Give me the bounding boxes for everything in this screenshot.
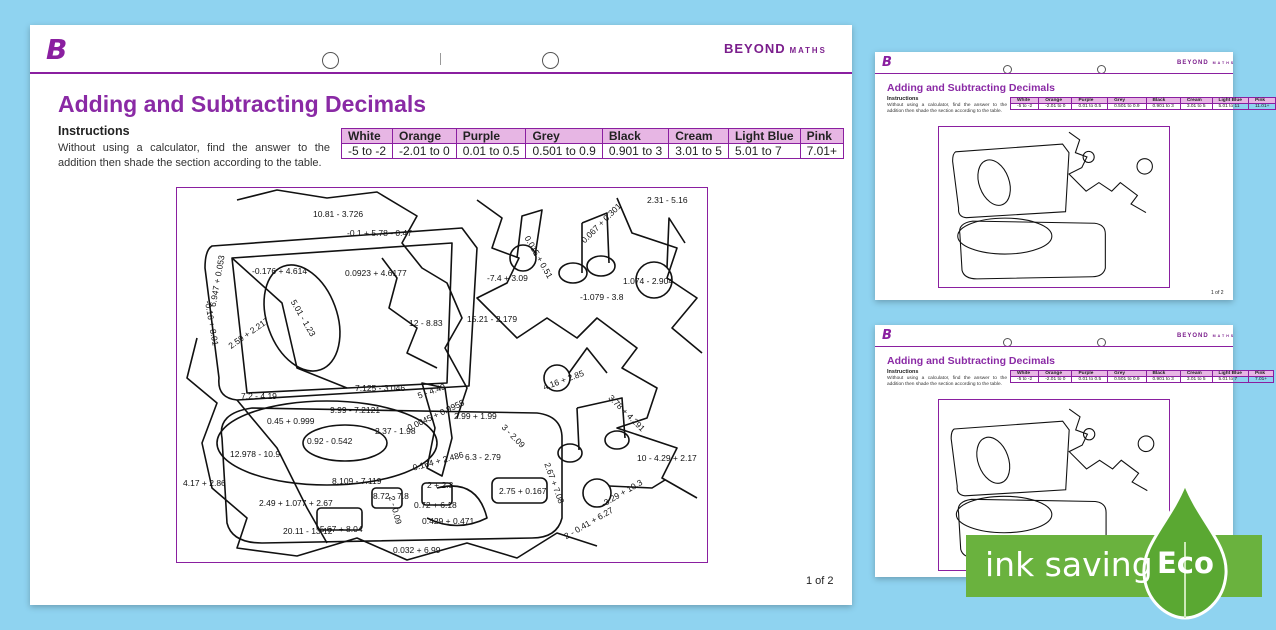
- colour-by-number-picture: [938, 126, 1170, 288]
- color-key-range: 11.01+: [1248, 104, 1275, 110]
- color-key-name: Orange: [393, 129, 457, 144]
- puzzle-label: 0.429 + 0.471: [422, 516, 475, 526]
- color-key-name: Cream: [669, 129, 729, 144]
- brand-name: [1177, 333, 1235, 339]
- page-number: 1 of 2: [1211, 290, 1224, 296]
- turntable-platter: [958, 218, 1052, 254]
- color-key-range-row: [1011, 104, 1276, 110]
- puzzle-label: 7.125 - 3.046: [355, 383, 406, 393]
- music-note-head: [1138, 436, 1154, 452]
- color-key-name: Purple: [456, 129, 526, 144]
- color-key-name: Black: [602, 129, 668, 144]
- vinyl-record-in-lid: [971, 433, 1016, 488]
- color-key-name: Light Blue: [1212, 371, 1248, 377]
- color-key-table: [1010, 370, 1274, 383]
- color-key-name: White: [1011, 98, 1039, 104]
- color-key-range: 0.901 to 3: [1146, 377, 1180, 383]
- brand-sub-word: MATHS: [789, 46, 827, 55]
- color-key-range: 0.501 to 0.9: [526, 144, 602, 159]
- instructions-text: Without using a calculator, find the answer to the addition then shade the section according to the table.: [887, 376, 1007, 388]
- worksheet-thumbnail-1[interactable]: [875, 52, 1270, 300]
- puzzle-label: 10 - 4.29 + 2.17: [637, 453, 697, 463]
- eco-badge-label: Eco: [1157, 546, 1214, 580]
- brand-word: BEYOND: [724, 41, 786, 56]
- punch-hole-right: [542, 52, 559, 69]
- puzzle-label: 2 - 0.41 + 6.27: [562, 504, 615, 542]
- puzzle-label: 0.067 + 0.301: [579, 200, 624, 246]
- header-rule: [875, 346, 1233, 347]
- brand-sub-word: MATHS: [1212, 334, 1236, 338]
- color-key-range: 3.01 to 5: [1180, 377, 1212, 383]
- puzzle-label: 2.75 + 0.167: [499, 486, 547, 496]
- color-key-name: Pink: [1248, 371, 1273, 377]
- music-note-head: [1137, 159, 1152, 174]
- puzzle-label: 0.015 + 0.51: [522, 233, 555, 281]
- instructions-heading: Instructions: [58, 124, 130, 138]
- puzzle-label: 0.0923 + 4.6177: [345, 268, 407, 278]
- puzzle-label: -1.079 - 3.8: [580, 292, 624, 302]
- puzzle-label: 0.72 + 6.18: [414, 500, 457, 510]
- brand-name: [724, 41, 827, 56]
- color-key-name: Light Blue: [728, 129, 800, 144]
- puzzle-label: 0.0045 + 0.9955: [405, 397, 466, 433]
- puzzle-label: 2.49 + 1.077 + 2.67: [259, 498, 333, 508]
- zigzag-shape: [1069, 409, 1147, 491]
- lid-diagonal: [232, 258, 347, 388]
- case-base: [960, 221, 1106, 279]
- instructions-heading: Instructions: [887, 369, 919, 375]
- color-key-range: 5.01 to 11: [1212, 104, 1248, 110]
- puzzle-label: 3.78 + 4.291: [606, 392, 648, 434]
- brand-name: [1177, 60, 1235, 66]
- puzzle-label: 20.11 - 13.12: [283, 526, 333, 536]
- puzzle-label: 0.45 + 0.999: [267, 416, 315, 426]
- color-key-range: 5.01 to 7: [728, 144, 800, 159]
- puzzle-label: 6.3 - 2.79: [465, 452, 501, 462]
- ink-saving-label: ink saving: [985, 545, 1153, 584]
- color-key-name: Orange: [1039, 371, 1072, 377]
- color-key-range-row: [342, 144, 844, 159]
- music-note-5-head-right: [605, 431, 629, 449]
- puzzle-label: -5.67 + 8.04: [317, 524, 363, 534]
- color-key-range: -5 to -2: [1011, 104, 1039, 110]
- beyond-logo-icon: B: [882, 328, 892, 343]
- color-key-range: 0.501 to 0.9: [1108, 377, 1146, 383]
- color-key-header-row: [342, 129, 844, 144]
- vinyl-record-in-lid: [972, 155, 1016, 209]
- color-key-range-row: [1011, 377, 1274, 383]
- puzzle-label: 8.109 - 7.119: [332, 476, 382, 486]
- beyond-logo-icon: B: [46, 33, 68, 66]
- color-key-table: [341, 128, 844, 159]
- color-key-name: Orange: [1039, 98, 1072, 104]
- color-key-name: Pink: [800, 129, 843, 144]
- color-key-range: -2.01 to 0: [1039, 104, 1072, 110]
- puzzle-label: 2.67 + 7.08: [542, 461, 567, 505]
- puzzle-label: 4.17 + 2.86: [183, 478, 226, 488]
- color-key-range: 5.01 to 7: [1212, 377, 1248, 383]
- color-key-range: -2.01 to 0: [1039, 377, 1072, 383]
- color-key-range: 3.01 to 5: [1180, 104, 1212, 110]
- color-key-range: -2.01 to 0: [393, 144, 457, 159]
- puzzle-label: 2 - 0.09: [386, 494, 404, 526]
- puzzle-label: 2.37 - 1.98: [375, 426, 416, 436]
- color-key-range: 7.01+: [800, 144, 843, 159]
- color-key-range: 0.01 to 0.5: [456, 144, 526, 159]
- color-key-name: Light Blue: [1212, 98, 1248, 104]
- puzzle-label: 4.16 + 2.85: [541, 367, 586, 393]
- puzzle-label: 0.164 + 2.486: [411, 449, 465, 473]
- puzzle-label: 3 - 2.09: [499, 422, 528, 450]
- page-number: 1 of 2: [806, 575, 834, 587]
- color-key-name: White: [342, 129, 393, 144]
- color-key-name: Grey: [1108, 98, 1146, 104]
- color-key-table: [1010, 97, 1276, 110]
- color-key-name: Cream: [1180, 371, 1212, 377]
- punch-hole-left: [322, 52, 339, 69]
- fold-mark: [440, 53, 441, 65]
- case-lid: [202, 228, 477, 400]
- color-key-name: Black: [1146, 371, 1180, 377]
- color-key-range: 3.01 to 5: [669, 144, 729, 159]
- puzzle-label: 9.99 - 7.2121: [330, 405, 381, 415]
- case-lid: [951, 421, 1069, 496]
- color-key-range: 0.901 to 3: [602, 144, 668, 159]
- puzzle-label: 15.21 - 2.179: [467, 314, 518, 324]
- puzzle-label: 7.2 - 4.19: [241, 391, 277, 401]
- puzzle-label: -3.29 + 10.3: [599, 477, 645, 509]
- puzzle-label: -0.176 + 4.614: [252, 266, 308, 276]
- colour-by-number-picture: [176, 187, 708, 563]
- instructions-text: Without using a calculator, find the answer to the addition then shade the section according to the table.: [887, 103, 1007, 115]
- instructions-text: Without using a calculator, find the answer to the addition then shade the section according to the table.: [58, 142, 330, 169]
- instructions-heading: Instructions: [887, 96, 919, 102]
- puzzle-label: -7.4 + 3.09: [487, 273, 528, 283]
- puzzle-label: -0.16 + 8.01: [202, 299, 221, 347]
- music-note-2-head-right: [587, 256, 615, 276]
- page-title: Adding and Subtracting Decimals: [58, 91, 427, 117]
- music-note-3-stem: [667, 218, 685, 268]
- color-key-name: White: [1011, 371, 1039, 377]
- color-key-name: Black: [1146, 98, 1180, 104]
- zigzag-shape: [1069, 132, 1146, 212]
- page-title: Adding and Subtracting Decimals: [887, 355, 1056, 367]
- puzzle-label: 8.72 - 7.8: [373, 491, 409, 501]
- puzzle-label: 12 - 8.83: [409, 318, 443, 328]
- brand-word: BEYOND: [1177, 60, 1209, 66]
- puzzle-label: 5.01 - 1.23: [288, 297, 318, 339]
- worksheet-page-main: [30, 25, 852, 605]
- brand-sub-word: MATHS: [1212, 61, 1236, 65]
- brand-word: BEYOND: [1177, 333, 1209, 339]
- beyond-logo-icon: B: [882, 55, 892, 70]
- color-key-name: Grey: [526, 129, 602, 144]
- puzzle-label: 10.81 - 3.726: [313, 209, 364, 219]
- color-key-name: Purple: [1072, 98, 1108, 104]
- puzzle-label: 2.31 - 5.16: [647, 195, 688, 205]
- color-key-range: 0.01 to 0.5: [1072, 377, 1108, 383]
- color-key-name: Pink: [1248, 98, 1275, 104]
- puzzle-label: 5 - 4.49: [416, 381, 447, 401]
- turntable-platter: [956, 496, 1051, 532]
- puzzle-label: 0.92 - 0.542: [307, 436, 353, 446]
- color-key-range: -5 to -2: [1011, 377, 1039, 383]
- color-key-range: 0.901 to 3: [1146, 104, 1180, 110]
- header-rule: [875, 73, 1233, 74]
- puzzle-label: 2 + 2.3: [427, 480, 454, 490]
- puzzle-label: 1.074 - 2.904: [623, 276, 674, 286]
- header-rule: [30, 72, 852, 74]
- page-title: Adding and Subtracting Decimals: [887, 82, 1056, 94]
- color-key-name: Grey: [1108, 371, 1146, 377]
- puzzle-label: 2.59 + 2.217: [226, 315, 272, 351]
- puzzle-label: 2.99 + 1.99: [454, 411, 497, 421]
- color-key-name: Cream: [1180, 98, 1212, 104]
- color-key-range: 0.01 to 0.5: [1072, 104, 1108, 110]
- case-lid: [953, 144, 1069, 218]
- color-key-range: -5 to -2: [342, 144, 393, 159]
- puzzle-label: 12.978 - 10.9: [230, 449, 281, 459]
- color-key-range: 0.501 to 0.9: [1108, 104, 1146, 110]
- color-key-range: 7.01+: [1248, 377, 1273, 383]
- record-player-outline: [939, 127, 1169, 287]
- puzzle-label: 0.032 + 6.99: [393, 545, 441, 555]
- puzzle-label: 6.947 + 0.053: [207, 254, 227, 308]
- color-key-name: Purple: [1072, 371, 1108, 377]
- puzzle-label: -0.1 + 5.78 - 0.47: [347, 228, 412, 238]
